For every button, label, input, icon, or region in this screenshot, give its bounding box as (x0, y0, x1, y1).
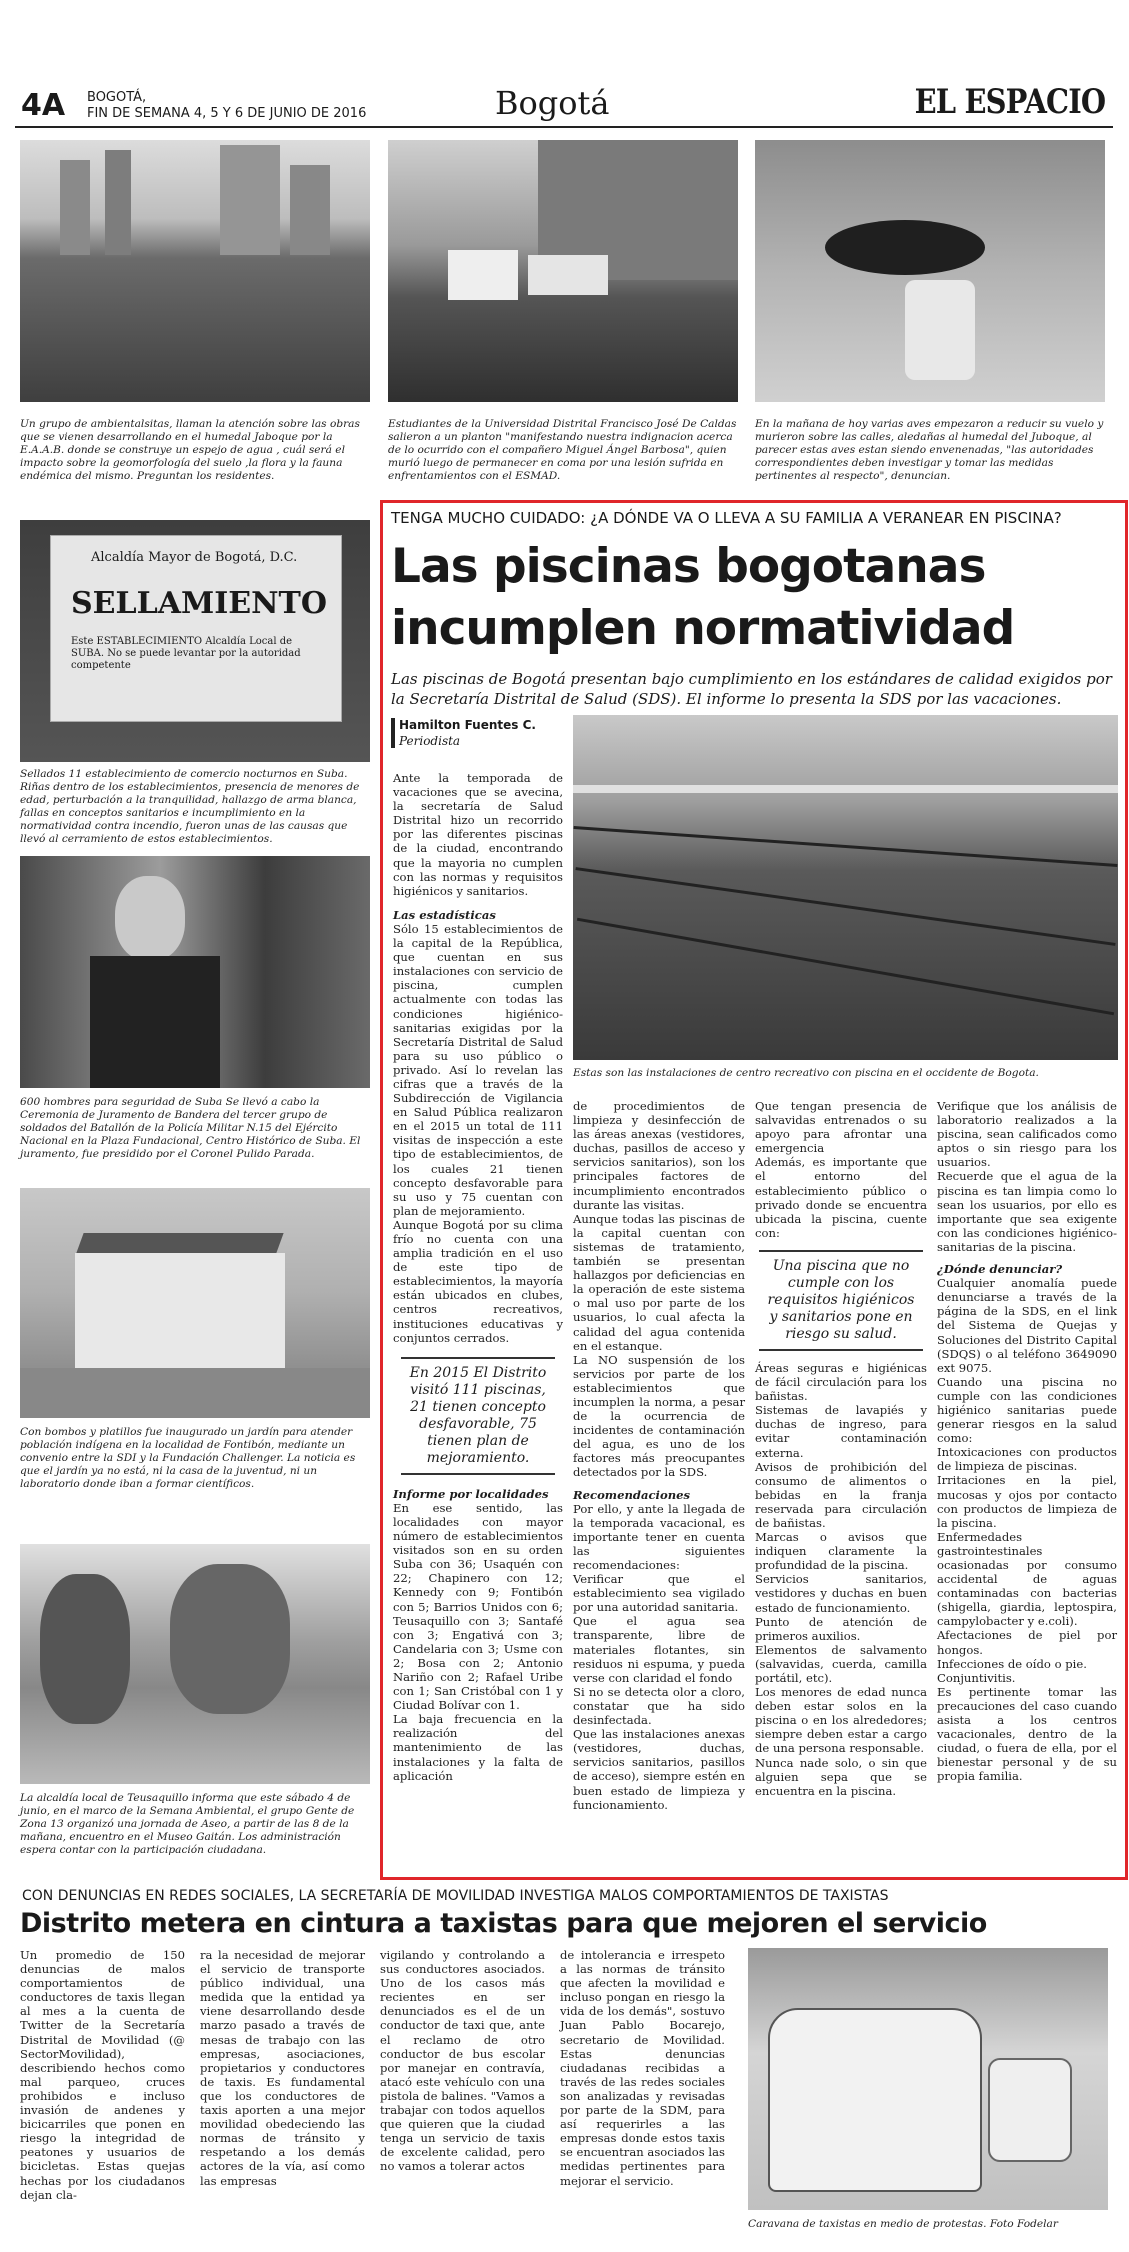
header-city: BOGOTÁ, (87, 90, 147, 105)
ceremony-photo (20, 856, 370, 1088)
c4-p4: Cuando una piscina no cumple con las condiciones higiénico sanitarias puede generar riesgos en la salud como: (937, 1374, 1117, 1446)
seal-photo (20, 520, 370, 762)
c4-p5: Intoxicaciones con productos de limpieza de piscinas. (937, 1445, 1117, 1474)
bottom-headline: Distrito metera en cintura a taxistas para que mejoren el servicio (20, 1908, 987, 1939)
c4-p9: Infecciones de oído o pie. (937, 1656, 1087, 1671)
c4-p6: Irritaciones en la piel, mucosas y ojos por contacto con productos de limpieza de la piscina. (937, 1473, 1117, 1530)
bottom-col-2: ra la necesidad de mejorar el servicio de transporte público individual, una medida que la entidad ya viene desarrollando desde marzo pasado a través de mesas de trabajo con las empresas, asociaciones, propietarios y conductores de taxis. Es fundamental que los conductores de taxis aporten a una mejor movilidad obedeciendo las normas de tránsito y respetando a los demás actores de la vía, así como las empresas (200, 1948, 365, 2188)
c2-p4: Por ello, y ante la llegada de la temporada vacacional, es importante tener en cuenta las siguientes recomendaciones: (573, 1501, 745, 1572)
c1-p4: En ese sentido, las localidades con mayor número de establecimientos visitados son en su orden Suba con 36; Usaquén con 22; Chapinero con 12; Kennedy con 9; Fontibón con 5; Barrios Unidos con 6; Teusaquillo con 3; Santafé con 3; Engativá con 3; Candelaria con 3; Usme con 2; Bosa con 2; Antonio Nariño con 2; Rafael Uribe con 1; San Cristóbal con 1 y Ciudad Bolívar con 1. (393, 1500, 563, 1713)
main-deck: Las piscinas de Bogotá presentan bajo cumplimiento en los estándares de calidad exigidos por la Secretaría Distrital de Salud (SDS). El informe lo presenta la SDS por las vacaciones. (391, 670, 1112, 708)
pull-quote-1: En 2015 El Distrito visitó 111 piscinas, 21 tienen concepto desfavorable, 75 tienen plan de mejoramiento. (401, 1357, 555, 1475)
header-date: FIN DE SEMANA 4, 5 Y 6 DE JUNIO DE 2016 (87, 106, 367, 121)
pool-caption: Estas son las instalaciones de centro recreativo con piscina en el occidente de Bogota. (573, 1067, 1039, 1079)
c2-p5: Verificar que el establecimiento sea vigilado por una autoridad sanitaria. (573, 1572, 745, 1615)
taxi-caption: Caravana de taxistas en medio de protestas. Foto Fodelar (748, 2218, 1058, 2230)
c3-p2: Además, es importante que el entorno del establecimiento público o privado donde se encuentra ubicada la piscina, cuente con: (755, 1155, 927, 1240)
author-name: Hamilton Fuentes C. (399, 718, 536, 732)
c4-p1: Verifique que los análisis de laboratorio realizados a la piscina, sean calificados como aptos o sin riesgo para los usuarios. (937, 1099, 1117, 1170)
kindergarten-photo (20, 1188, 370, 1418)
seal-sign-line1: Alcaldía Mayor de Bogotá, D.C. (91, 550, 298, 565)
protest-photo (388, 140, 738, 402)
main-col-4 (937, 1099, 1117, 1784)
section-title: Bogotá (495, 84, 610, 122)
c2-p8: Que las instalaciones anexas (vestidores, duchas, servicios sanitarios, pasillos de acceso), siempre estén en buen estado de limpieza y funcionamiento. (573, 1727, 745, 1812)
c1-sub-1: Las estadísticas (393, 907, 496, 922)
c3-p6: Marcas o avisos que indiquen claramente la profundidad de la piscina. (755, 1530, 927, 1573)
c2-sub-1: Recomendaciones (573, 1487, 691, 1502)
bird-photo (755, 140, 1105, 402)
main-col-1 (393, 771, 563, 1783)
main-headline-1: Las piscinas bogotanas (391, 539, 986, 594)
page-header (15, 80, 1113, 130)
page-number: 4A (21, 88, 66, 123)
c1-p1: Ante la temporada de vacaciones que se avecina, la secretaría de Salud Distrital hizo un recorrido por las diferentes piscinas de la ciudad, encontrando que la mayoria no cumplen con las normas y requisitos higiénicos y sanitarios. (393, 771, 563, 898)
main-col-3 (755, 1099, 927, 1798)
ceremony-caption: 600 hombres para seguridad de Suba Se llevó a cabo la Ceremonia de Juramento de Bandera del tercer grupo de soldados del Batallón de la Policía Militar N.15 del Ejército Nacional en la Plaza Fundacional, Centro Histórico de Suba. El juramento, fue presidido por el Coronel Pulido Parada. (20, 1096, 361, 1160)
bird-caption: En la mañana de hoy varias aves empezaron a reducir su vuelo y murieron sobre las calles, aledañas al humedal del Juboque, al parecer estas aves estan siendo envenenadas, "las autoridades correspondientes deben investigar y tomar las medidas pertinentes al respecto", denuncian. (755, 418, 1104, 482)
main-col-2 (573, 1099, 745, 1812)
c2-p7: Si no se detecta olor a cloro, constatar que ha sido desinfectada. (573, 1684, 745, 1728)
c4-p3: Cualquier anomalía puede denunciarse a través de la página de la SDS, en el link del Sistema de Quejas y Soluciones del Distrito Capital (SDQS) o al teléfono 3649090 ext 9075. (937, 1276, 1117, 1375)
taxi-photo (748, 1948, 1108, 2210)
c4-p7: Enfermedades gastrointestinales ocasionadas por consumo accidental de aguas contaminadas con bacterias (shigella, giardia, leptospira, campylobacter y e.coli). (937, 1529, 1117, 1629)
c1-p2: Sólo 15 establecimientos de la capital de la República, que cuentan en sus instalaciones con servicio de piscina, cumplen actualmente con todas las condiciones higiénico-sanitarias exigidas por la Secretaría Distrital de Salud para su uso público o privado. Así lo revelan las cifras que a través de la Subdirección de Vigilancia en Salud Pública realizaron en el 2015 un total de 111 visitas de inspección a este tipo de establecimientos, de los cuales 21 tienen concepto desfavorable para su uso y 75 cuentan con plan de mejoramiento. (393, 921, 563, 1218)
author-role: Periodista (399, 734, 461, 748)
c4-p11: Es pertinente tomar las precauciones del caso cuando asista a los centros vacacionales, dentro de la ciudad, o fuera de ella, por el bienestar personal y de su propia familia. (937, 1684, 1117, 1784)
c4-p8: Afectaciones de piel por hongos. (937, 1628, 1117, 1657)
c1-sub-2: Informe por localidades (393, 1486, 549, 1501)
cleanup-caption: La alcaldía local de Teusaquillo informa que este sábado 4 de junio, en el marco de la Semana Ambiental, el grupo Gente de Zona 13 organizó una jornada de Aseo, a partir de las 8 de la mañana, encuentro en el Museo Gaitán. Los administración espera contar con la participación ciudadana. (20, 1792, 355, 1856)
cleanup-photo (20, 1544, 370, 1784)
bottom-col-4: de intolerancia e irrespeto a las normas de tránsito que afecten la movilidad e incluso pongan en riesgo la vida de los demás", sostuvo Juan Pablo Bocarejo, secretario de Movilidad. Estas denuncias ciudadanas recibidas a través de las redes sociales son analizadas y revisadas por parte de la SDM, para así requerirles a las empresas donde estos taxis se encuentran asociados las medidas pertinentes para mejorar el servicio. (560, 1948, 725, 2188)
seal-caption: Sellados 11 establecimiento de comercio nocturnos en Suba. Riñas dentro de los establecimientos, presencia de menores de edad, perturbación a la tranquilidad, hallazgo de arma blanca, fallas en conceptos sanitarios e incumplimiento en la normatividad contra incendio, fueron unas de las causas que llevó al cerramiento de estos establecimientos. (20, 768, 360, 845)
pull-quote-2: Una piscina que no cumple con los requisitos higiénicos y sanitarios pone en riesgo su salud. (759, 1250, 923, 1351)
c1-p5: La baja frecuencia en la realización del mantenimiento de las instalaciones y la falta de aplicación (393, 1712, 563, 1783)
brand-logo: EL ESPACIO (914, 82, 1105, 122)
c3-p11: Nunca nade solo, o sin que alguien sepa que se encuentra en la piscina. (755, 1755, 927, 1798)
c3-p1: Que tengan presencia de salvavidas entrenados o su apoyo para afrontar una emergencia (755, 1099, 927, 1156)
pool-photo (573, 715, 1118, 1060)
c4-p10: Conjuntivitis. (937, 1670, 1016, 1685)
seal-sign-title: SELLAMIENTO (71, 586, 327, 621)
c3-p10: Los menores de edad nunca deben estar solos en la piscina o en los alrededores; siempre deben estar a cargo de una persona responsable. (755, 1685, 927, 1756)
c3-p8: Punto de atención de primeros auxilios. (755, 1614, 927, 1643)
c3-p4: Sistemas de lavapiés y duchas de ingreso, para evitar contaminación externa. (755, 1403, 927, 1460)
c2-p6: Que el agua sea transparente, libre de materiales flotantes, sin residuos ni espuma, y pueda verse con claridad el fondo (573, 1614, 745, 1685)
seal-sign-small: Este ESTABLECIMIENTO Alcaldía Local de SUBA. No se puede levantar por la autoridad competente (71, 636, 301, 671)
c2-p2: Aunque todas las piscinas de la capital cuentan con sistemas de tratamiento, también se presentan hallazgos por deficiencias en la operación de este sistema o mal uso por parte de los usuarios, lo cual afecta la calidad del agua contenida en el estanque. (573, 1211, 745, 1353)
c4-p2: Recuerde que el agua de la piscina es tan limpia como lo sean los usuarios, por ello es importante que sea exigente con las condiciones higiénico-sanitarias de la piscina. (937, 1169, 1117, 1254)
c2-p1: de procedimientos de limpieza y desinfección de las áreas anexas (vestidores, duchas, pasillos de acceso y servicios sanitarios), son los principales factores de incumplimiento encontrados durante las visitas. (573, 1099, 745, 1212)
main-kicker: TENGA MUCHO CUIDADO: ¿A DÓNDE VA O LLEVA A SU FAMILIA A VERANEAR EN PISCINA? (391, 509, 1062, 527)
c1-p3: Aunque Bogotá por su clima frío no cuenta con una amplia tradición en el uso de este tipo de establecimientos, la mayoría están ubicados en clubes, centros recreativos, instituciones educativas y conjuntos cerrados. (393, 1217, 563, 1345)
main-article (380, 500, 1128, 1880)
protest-caption: Estudiantes de la Universidad Distrital Francisco José De Caldas salieron a un planton "manifestando nuestra indignacion acerca de lo ocurrido con el compañero Miguel Ángel Barbosa", quien murió luego de permanecer en coma por una lesión sufrida en enfrentamientos con el ESMAD. (388, 418, 737, 482)
byline-bar (391, 718, 395, 748)
c4-sub-1: ¿Dónde denunciar? (937, 1262, 1063, 1277)
c2-p3: La NO suspensión de los servicios por parte de los establecimientos que incumplen la norma, a pesar de la ocurrencia de incidentes de contaminación del agua, es uno de los factores más preocupantes detectados por la SDS. (573, 1352, 745, 1480)
header-rule (15, 126, 1113, 128)
wetland-photo (20, 140, 370, 402)
c3-p7: Servicios sanitarios, vestidores y duchas en buen estado de funcionamiento. (755, 1572, 927, 1615)
kindergarten-caption: Con bombos y platillos fue inaugurado un jardín para atender población indígena en la localidad de Fontibón, mediante un convenio entre la SDI y la Fundación Challenger. La noticia es que el jardín ya no está, ni la casa de la juventud, ni un laboratorio donde iban a formar científicos. (20, 1426, 356, 1490)
bottom-col-1: Un promedio de 150 denuncias de malos comportamientos de conductores de taxis llegan al mes a la cuenta de Twitter de la Secretaría Distrital de Movilidad (@ SectorMovilidad), describiendo hechos como mal parqueo, cruces prohibidos e incluso invasión de andenes y bicicarriles que ponen en riesgo la integridad de peatones y usuarios de bicicletas. Estas quejas hechas por los ciudadanos dejan cla- (20, 1948, 185, 2202)
wetland-caption: Un grupo de ambientalsitas, llaman la atención sobre las obras que se vienen desarrollando en el humedal Jaboque por la E.A.A.B. donde se construye un espejo de agua , cuál será el impacto sobre la geomorfología del suelo ,la flora y la fauna endémica del mismo. Preguntan los residentes. (20, 418, 360, 482)
c3-p3: Áreas seguras e higiénicas de fácil circulación para los bañistas. (755, 1360, 927, 1404)
bottom-kicker: CON DENUNCIAS EN REDES SOCIALES, LA SECRETARÍA DE MOVILIDAD INVESTIGA MALOS COMPORTAMIENTOS DE TAXISTAS (22, 1888, 889, 1904)
main-headline-2: incumplen normatividad (391, 601, 1015, 656)
seal-sign (50, 535, 342, 722)
c3-p9: Elementos de salvamento (salvavidas, cuerda, camilla portátil, etc). (755, 1642, 927, 1685)
bottom-col-3: vigilando y controlando a sus conductores asociados. Uno de los casos más recientes en ser denunciados es el de un conductor de taxi que, ante el reclamo de otro conductor de bus escolar por manejar en contravía, atacó este vehículo con una pistola de balines. "Vamos a trabajar con todos aquellos que quieren que la ciudad tenga un servicio de taxis de excelente calidad, pero no vamos a tolerar actos (380, 1948, 545, 2174)
c3-p5: Avisos de prohibición del consumo de alimentos o bebidas en la franja reservada para circulación de bañistas. (755, 1459, 927, 1530)
